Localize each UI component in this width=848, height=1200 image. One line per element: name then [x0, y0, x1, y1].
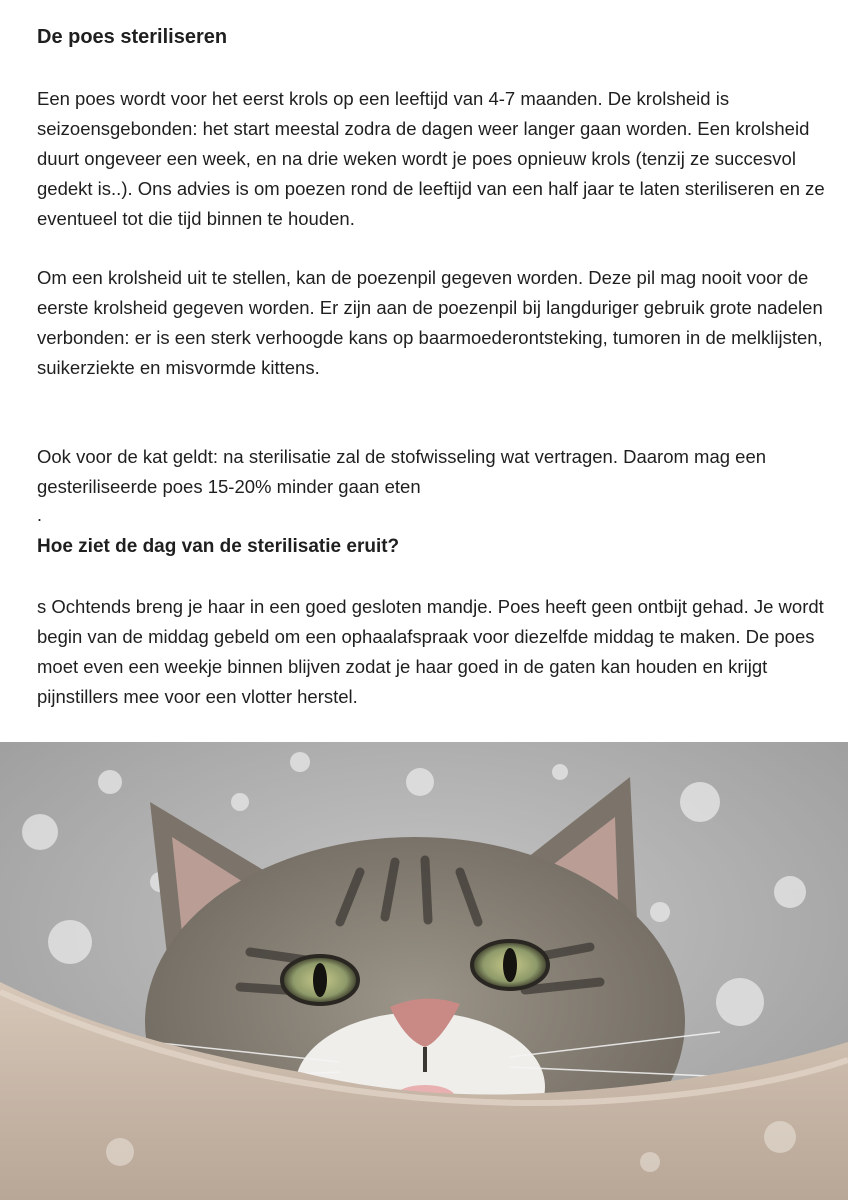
separator-dot: .: [37, 505, 43, 525]
paragraph-stofwisseling: Ook voor de kat geldt: na sterilisatie zal de stofwisseling wat vertragen. Daarom mag een gesteriliseerde poes 15-20% minder gaan eten: [37, 446, 767, 497]
paragraph-krolsheid: Een poes wordt voor het eerst krols op een leeftijd van 4-7 maanden. De krolsheid is seizoensgebonden: het start meestal zodra de dagen weer langer gaan worden. Een krolsheid duurt ongeveer een week, en na drie weken wordt je poes opnieuw krols (tenzij ze succesvol gedekt is..). Ons advies is om poezen rond de leeftijd van een half jaar te laten steriliseren en ze eventueel tot die tijd binnen te houden.: [37, 88, 825, 229]
page-title: De poes steriliseren: [37, 26, 228, 48]
tabby-cat-photo-icon: [0, 742, 848, 1200]
section-heading: Hoe ziet de dag van de sterilisatie eruit?: [37, 536, 400, 557]
paragraph-poezenpil: Om een krolsheid uit te stellen, kan de poezenpil gegeven worden. Deze pil mag nooit voor de eerste krolsheid gegeven worden. Er zijn aan de poezenpil bij langduriger gebruik grote nadelen verbonden: er is een sterk verhoogde kans op baarmoederontsteking, tumoren in de melklijsten, suikerziekte en misvormde kittens.: [37, 267, 823, 378]
paragraph-sterilisatiedag: s Ochtends breng je haar in een goed gesloten mandje. Poes heeft geen ontbijt gehad. Je wordt begin van de middag gebeld om een ophaalafspraak voor diezelfde middag te maken. De poes moet even een weekje binnen blijven zodat je haar goed in de gaten kan houden en krijgt pijnstillers mee voor een vlotter herstel.: [37, 596, 824, 707]
cat-photo: [0, 742, 848, 1200]
